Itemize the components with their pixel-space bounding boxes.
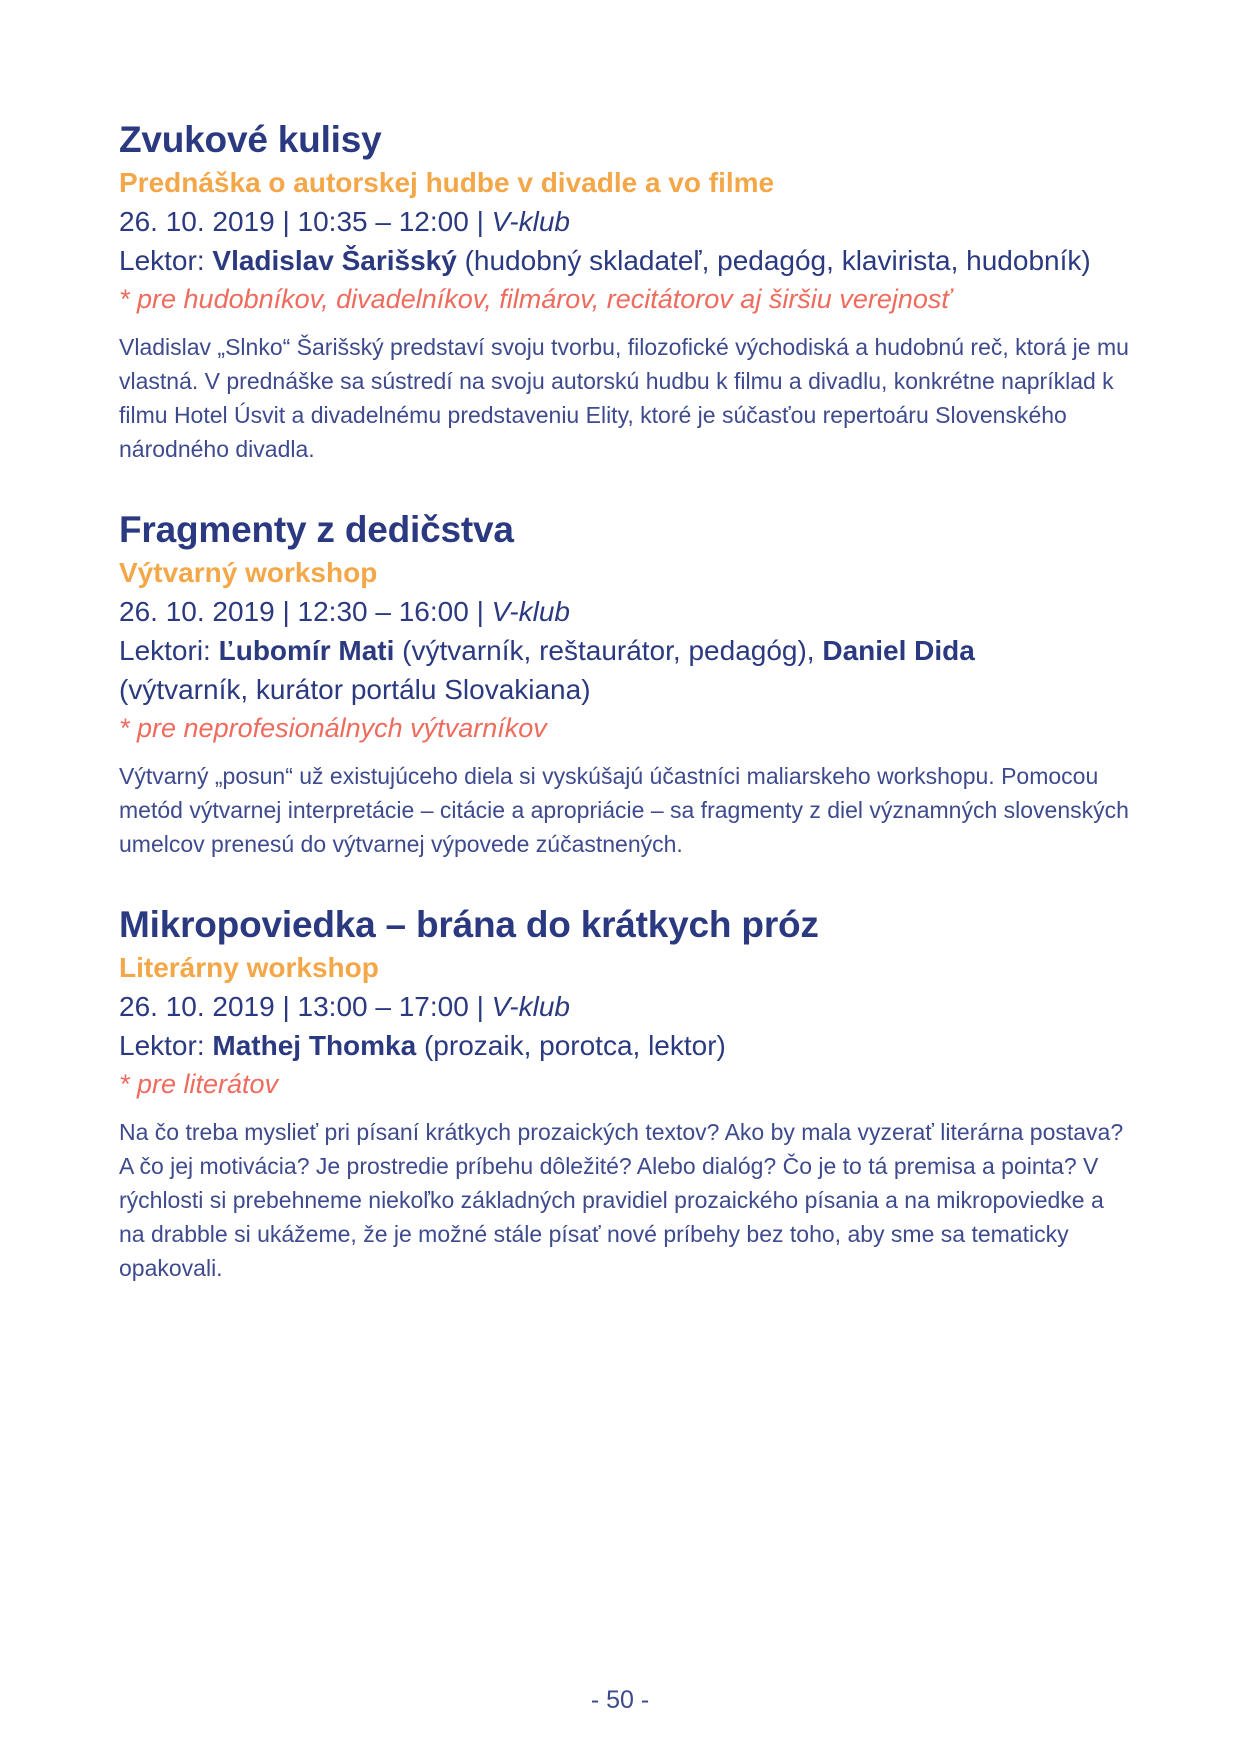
lector-name: Vladislav Šarišský — [212, 245, 457, 276]
event-audience: * pre neprofesionálnych výtvarníkov — [119, 713, 547, 743]
event-audience: * pre hudobníkov, divadelníkov, filmárov, recitátorov aj širšiu verejnosť — [119, 284, 951, 314]
event-lector — [119, 241, 1129, 280]
event-audience: * pre literátov — [119, 1069, 279, 1099]
event-title: Fragmenty z dedičstva — [119, 509, 514, 550]
event-date-time — [119, 202, 1129, 241]
venue: V-klub — [491, 596, 570, 627]
lector-prefix: Lektor: — [119, 245, 213, 276]
page-number: - 50 - — [590, 1686, 650, 1714]
lector-role: (prozaik, porotca, lektor) — [416, 1030, 726, 1061]
event-zvukove-kulisy — [119, 118, 1129, 466]
date-time-text: 26. 10. 2019 | 10:35 – 12:00 | — [119, 206, 492, 237]
event-lector — [119, 1026, 1129, 1065]
lector-prefix: Lektor: — [119, 1030, 213, 1061]
page-content — [119, 118, 1129, 1285]
event-lector — [119, 631, 1129, 709]
event-description: Na čo treba myslieť pri písaní krátkych prozaických textov? Ako by mala vyzerať literárna postava? A čo jej motivácia? Je prostredie príbehu dôležité? Alebo dialóg? Čo je to tá premisa a pointa? V rýchlosti si prebehneme niekoľko základných pravidiel prozaického písania a na mikropoviedke a na drabble si ukážeme, že je možné stále písať nové príbehy bez toho, aby sme sa tematicky opakovali. — [119, 1119, 1124, 1281]
event-date-time — [119, 592, 1129, 631]
date-time-text: 26. 10. 2019 | 13:00 – 17:00 | — [119, 991, 492, 1022]
event-description: Výtvarný „posun“ už existujúceho diela si vyskúšajú účastníci maliarskeho workshopu. Pomocou metód výtvarnej interpretácie – citácie a apropriácie – sa fragmenty z diel významných slovenských umelcov prenesú do výtvarnej výpovede zúčastnených. — [119, 763, 1129, 857]
lector-role-2: (výtvarník, kurátor portálu Slovakiana) — [119, 674, 591, 705]
event-title: Zvukové kulisy — [119, 119, 382, 160]
event-description: Vladislav „Slnko“ Šarišský predstaví svoju tvorbu, filozofické východiská a hudobnú reč, ktorá je mu vlastná. V prednáške sa sústredí na svoju autorskú hudbu k filmu a divadlu, konkrétne napríklad k filmu Hotel Úsvit a divadelnému predstaveniu Elity, ktoré je súčasťou repertoáru Slovenského národného divadla. — [119, 334, 1129, 462]
lector-name-2: Daniel Dida — [822, 635, 975, 666]
event-subtitle: Prednáška o autorskej hudbe v divadle a vo filme — [119, 167, 775, 198]
lector-role: (výtvarník, reštaurátor, pedagóg), — [394, 635, 823, 666]
event-subtitle: Literárny workshop — [119, 952, 379, 983]
venue: V-klub — [491, 206, 570, 237]
lector-prefix: Lektori: — [119, 635, 219, 666]
event-title: Mikropoviedka – brána do krátkych próz — [119, 904, 819, 945]
date-time-text: 26. 10. 2019 | 12:30 – 16:00 | — [119, 596, 492, 627]
venue: V-klub — [491, 991, 570, 1022]
event-subtitle: Výtvarný workshop — [119, 557, 378, 588]
event-mikropoviedka — [119, 903, 1129, 1285]
event-date-time — [119, 987, 1129, 1026]
lector-name: Mathej Thomka — [212, 1030, 417, 1061]
lector-role: (hudobný skladateľ, pedagóg, klavirista, hudobník) — [456, 245, 1091, 276]
event-fragmenty-z-dedicstva — [119, 508, 1129, 861]
lector-name: Ľubomír Mati — [218, 635, 395, 666]
